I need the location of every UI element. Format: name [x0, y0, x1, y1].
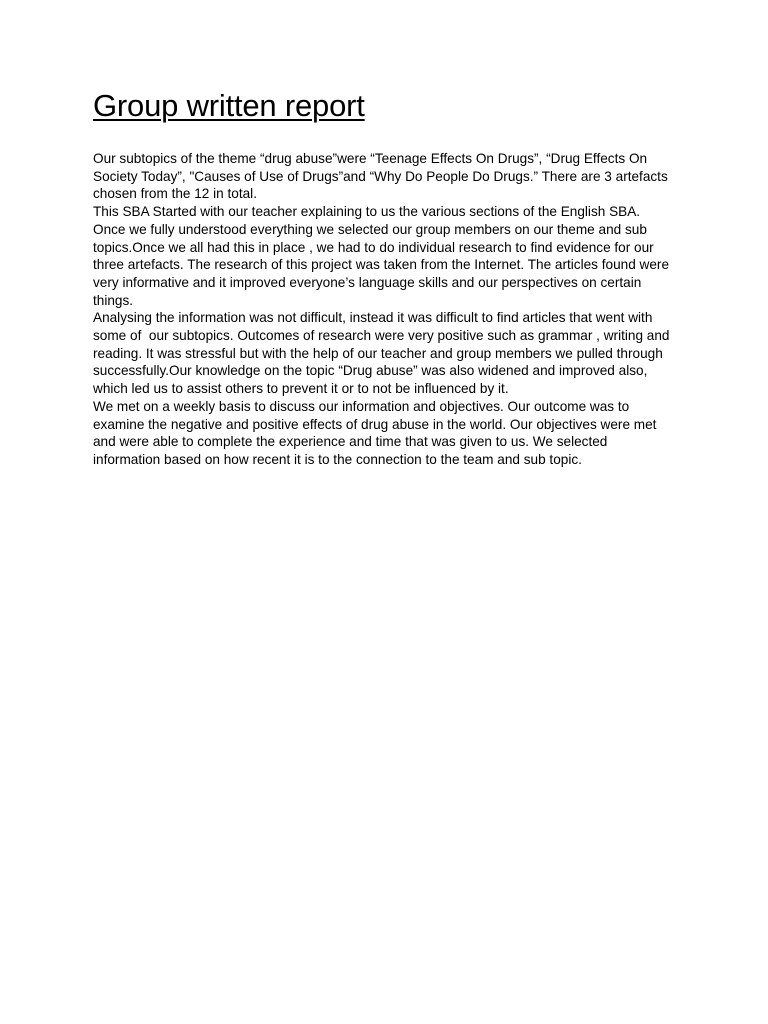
document-body: [93, 150, 675, 469]
paragraph-meetings: We met on a weekly basis to discuss our information and objectives. Our outcome was to examine the negative and positive effects of drug abuse in the world. Our objectives were met and were able to complete the experience and time that was given to us. We selected information based on how recent it is to the connection to the team and sub topic.: [93, 398, 661, 467]
paragraph-sba-start: This SBA Started with our teacher explaining to us the various sections of the English SBA. Once we fully understood everything we selected our group members on our theme and sub topics.Once we all had this in place , we had to do individual research to find evidence for our three artefacts. The research of this project was taken from the Internet. The articles found were very informative and it improved everyone’s language skills and our perspectives on certain things.: [93, 204, 673, 308]
paragraph-analysis: Analysing the information was not difficult, instead it was difficult to find articles that went with some of our subtopics. Outcomes of research were very positive such as grammar , writing and reading. It was stressful but with the help of our teacher and group members we pulled through successfully.Our knowledge on the topic “Drug abuse” was also widened and improved also, which led us to assist others to prevent it or to not be influenced by it.: [93, 310, 674, 397]
document-title: Group written report: [93, 88, 365, 123]
document-content: [93, 87, 675, 469]
paragraph-subtopics: Our subtopics of the theme “drug abuse”were “Teenage Effects On Drugs”, “Drug Effects On Society Today”, "Causes of Use of Drugs”and “Why Do People Do Drugs.” There are 3 artefacts chosen from the 12 in total.: [93, 151, 672, 202]
